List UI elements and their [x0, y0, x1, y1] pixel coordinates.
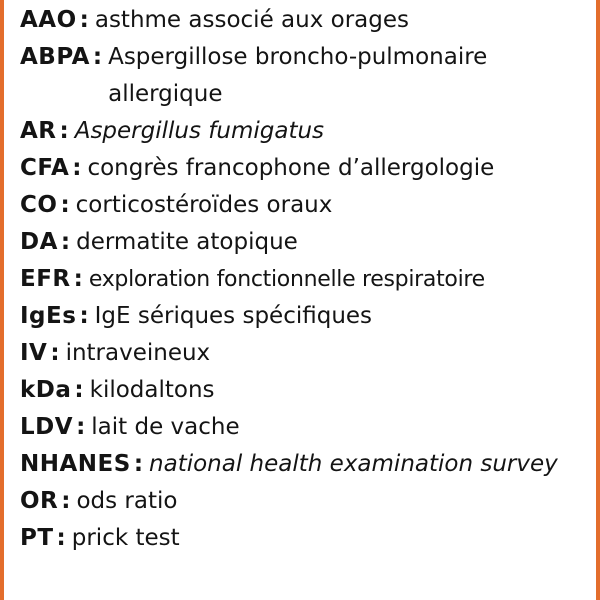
entry-abpa [20, 39, 592, 113]
separator: : [79, 7, 89, 33]
term: kDa [20, 377, 72, 403]
definition: kilodaltons [89, 377, 215, 403]
separator: : [79, 303, 89, 329]
separator: : [61, 488, 71, 514]
definition: ods ratio [76, 488, 178, 514]
term: AR [20, 118, 57, 144]
term: ABPA [20, 44, 90, 70]
separator: : [60, 229, 71, 255]
term: OR [20, 488, 59, 514]
definition: asthme associé aux orages [94, 7, 409, 33]
separator: : [50, 340, 60, 366]
entry-co [20, 187, 592, 224]
entry-nhanes [20, 446, 592, 483]
separator: : [76, 414, 86, 440]
separator: : [133, 451, 144, 477]
separator: : [92, 44, 103, 70]
definition: intraveineux [65, 340, 211, 366]
definition: Aspergillus fumigatus [74, 118, 325, 144]
entry-pt [20, 520, 592, 557]
definition: corticostéroïdes oraux [75, 192, 333, 218]
entry-or [20, 483, 592, 520]
separator: : [74, 377, 84, 403]
separator: : [73, 266, 83, 292]
definition: national health examination survey [149, 451, 558, 477]
entry-aao [20, 2, 592, 39]
entry-cfa [20, 150, 592, 187]
entry-iges [20, 298, 592, 335]
term: DA [20, 229, 58, 255]
right-orange-border [596, 0, 600, 600]
definition: Aspergillose broncho-pulmonaire allergique [108, 44, 488, 107]
entry-kda [20, 372, 592, 409]
definition: IgE sériques spécifiques [94, 303, 373, 329]
entry-efr [20, 261, 592, 298]
left-orange-border [0, 0, 4, 600]
term: AAO [20, 7, 77, 33]
term: NHANES [20, 451, 131, 477]
entry-ar [20, 113, 592, 150]
definition: dermatite atopique [76, 229, 298, 255]
entry-da [20, 224, 592, 261]
entry-ldv [20, 409, 592, 446]
term: CFA [20, 155, 70, 181]
term: LDV [20, 414, 74, 440]
definition: prick test [71, 525, 180, 551]
definition: exploration fonctionnelle respiratoire [88, 267, 485, 292]
term: IgEs [20, 303, 77, 329]
term: CO [20, 192, 58, 218]
term: PT [20, 525, 54, 551]
term: IV [20, 340, 48, 366]
abbreviation-list [20, 2, 592, 557]
separator: : [72, 155, 82, 181]
separator: : [56, 525, 66, 551]
term: EFR [20, 266, 71, 292]
separator: : [59, 118, 69, 144]
definition: congrès francophone d’allergologie [87, 155, 495, 181]
separator: : [60, 192, 70, 218]
definition: lait de vache [91, 414, 240, 440]
entry-iv [20, 335, 592, 372]
